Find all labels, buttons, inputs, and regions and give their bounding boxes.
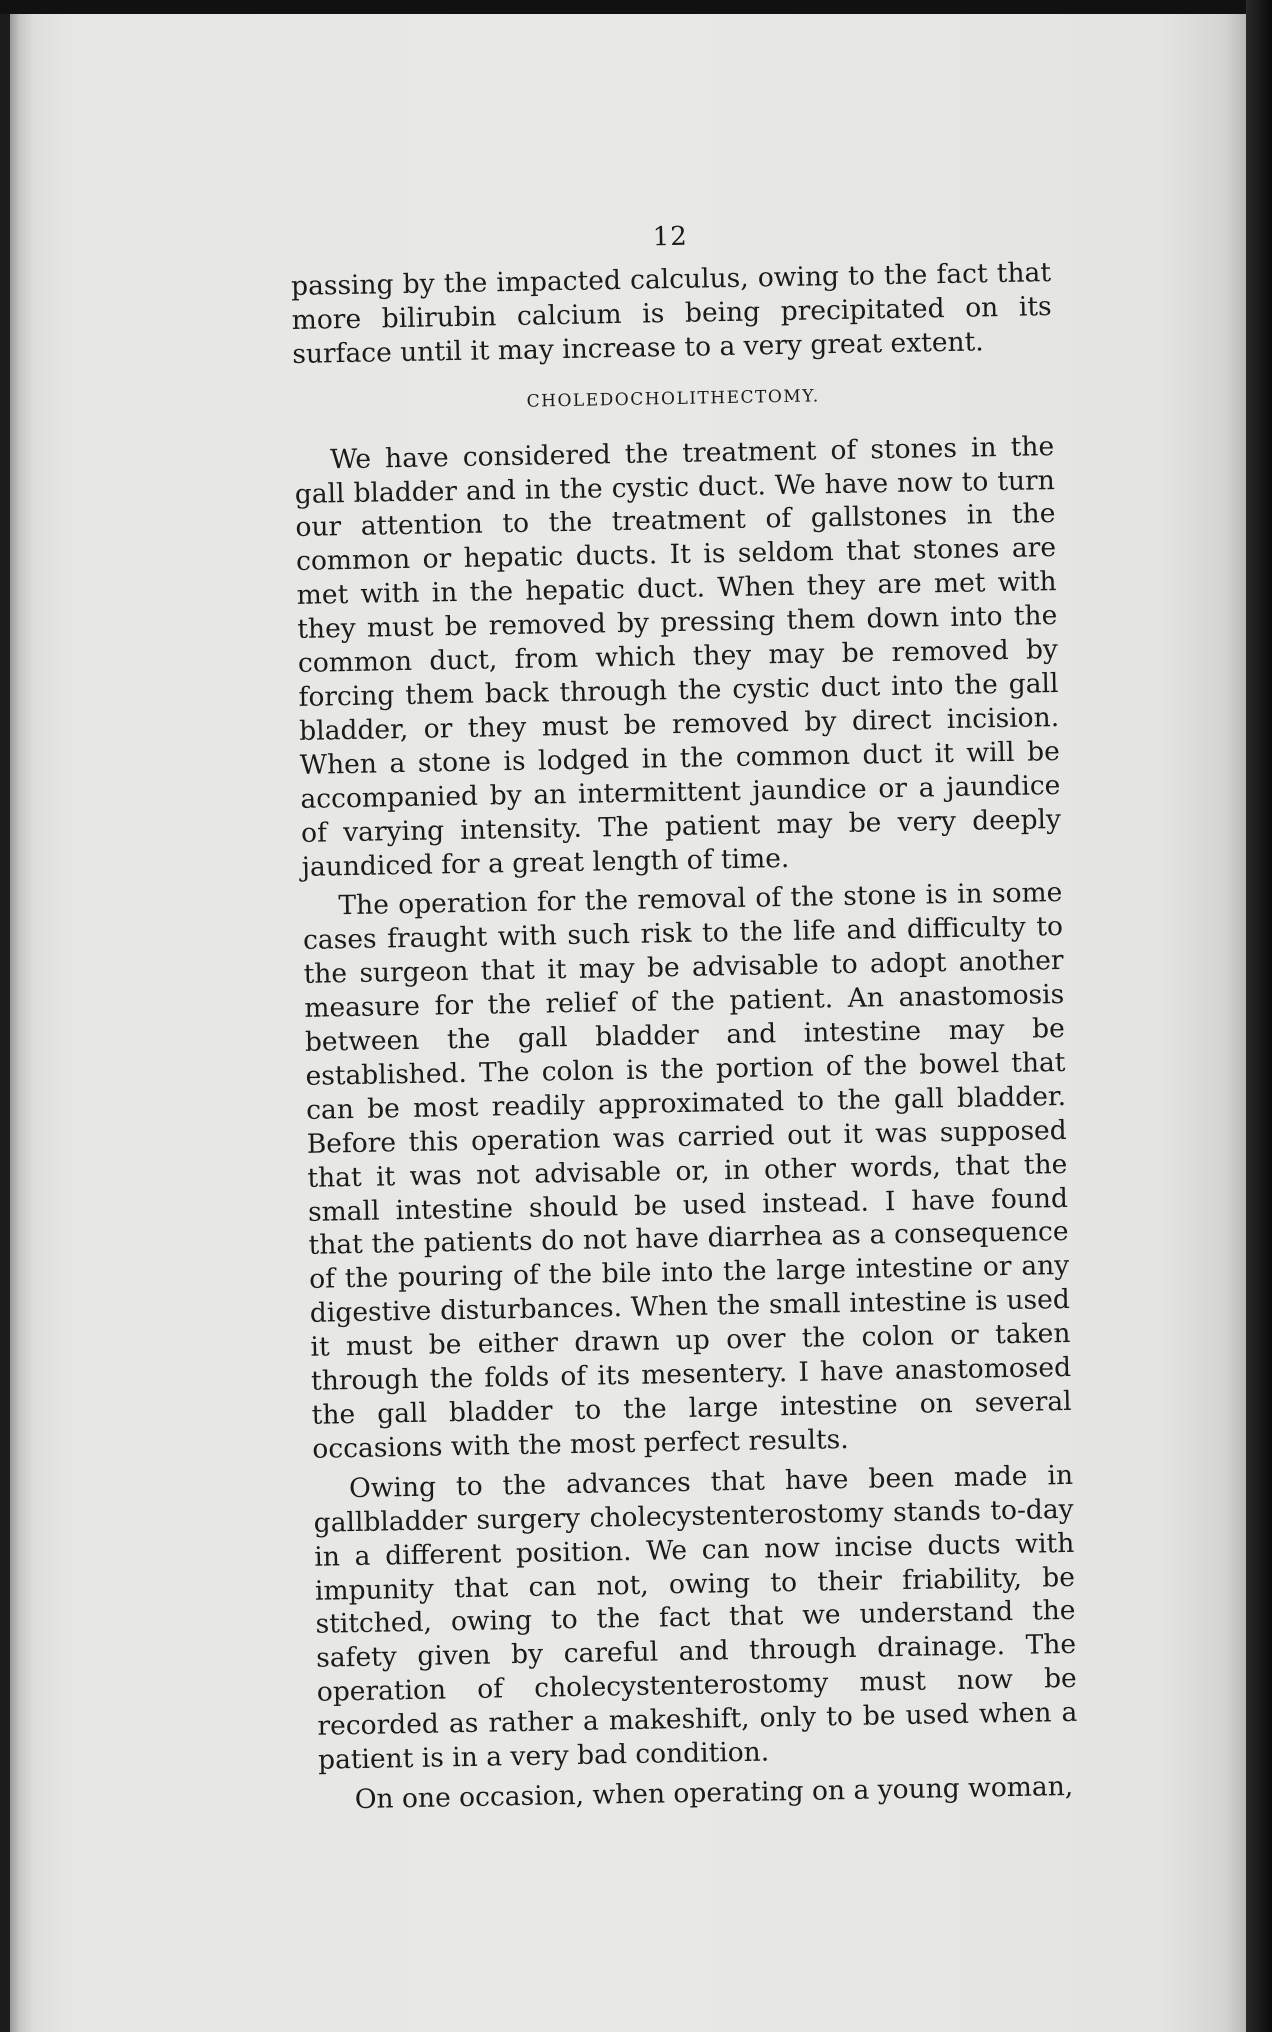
section-heading: CHOLEDOCHOLITHECTOMY. [526, 385, 820, 412]
book-spine-edge [1246, 0, 1272, 2032]
paragraph-cholecystenterostomy: Owing to the advances that have been made in gallbladder surgery cholecystenterostomy stands to-day in a different position. We can now incise ducts with impunity that can not, owing to their friability, be stitched, owing to the fact that we understand the safety given by careful and through drainage. The operation of cholecystenterostomy must now be recorded as rather a makeshift, only to be used when a patient is in a very bad condition. [313, 1459, 1078, 1776]
paragraph-young-woman: On one occasion, when operating on a young woman, [354, 1770, 1074, 1816]
scan-top-edge [0, 0, 1272, 14]
paragraph-anastomosis: The operation for the removal of the stone is in some cases fraught with such risk to the life and difficulty to the surgeon that it may be advisable to adopt another measure for the relief of the patient. An anastomosis between the gall bladder and intestine may be established. The colon is the portion of the bowel that can be most readily approximated to the gall bladder. Before this operation was carried out it was supposed that it was not advisable or, in other words, that the small intestine should be used instead. I have found that the patients do not have diarrhea as a consequence of the pouring of the bile into the large intestine or any digestive disturbances. When the small intestine is used it must be either drawn up over the colon or taken through the folds of its mesentery. I have anastomosed the gall bladder to the large intestine on several occasions with the most perfect results. [302, 877, 1072, 1465]
page-text-block [290, 214, 1079, 1824]
paragraph-continued: passing by the impacted calculus, owing to the fact that more bilirubin calcium is being precipitated on its surface until it may increase to a very great extent. [290, 256, 1052, 370]
paragraph-hepatic-ducts: We have considered the treatment of stones in the gall bladder and in the cystic duct. We have now to turn our attention to the treatment of gallstones in the common or hepatic ducts. It is seldom that stones are met with in the hepatic duct. When they are met with they must be removed by pressing them down into the common duct, from which they may be removed by forcing them back through the cystic duct into the gall bladder, or they must be removed by direct incision. When a stone is lodged in the common duct it will be accompanied by an intermittent jaundice or a jaundice of varying intensity. The patient may be very deeply jaundiced for a great length of time. [294, 430, 1062, 883]
page-number: 12 [652, 221, 689, 253]
